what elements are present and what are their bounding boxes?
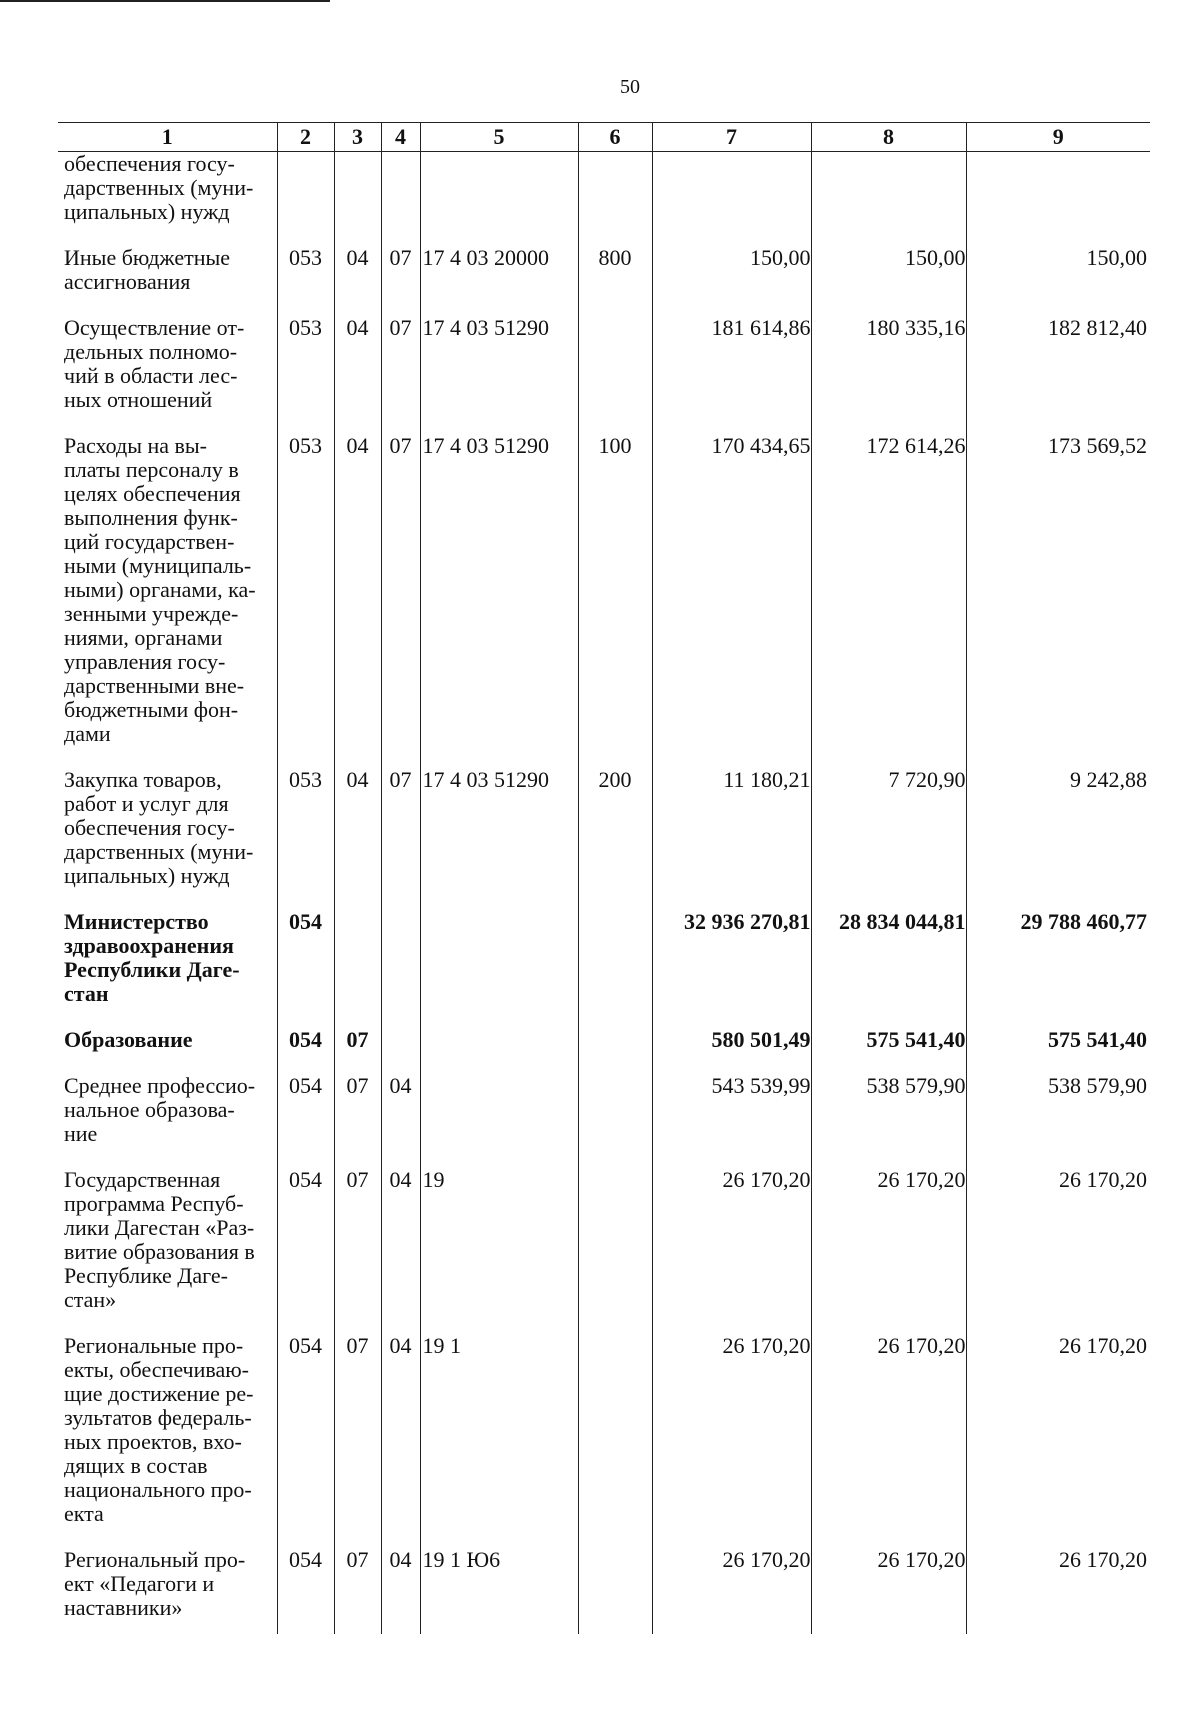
row-col-3 [334, 902, 381, 1020]
row-col-4 [381, 902, 420, 1020]
cell-value: 181 614,86 [711, 315, 811, 340]
row-col-8 [811, 902, 966, 1020]
row-col-2 [277, 1160, 334, 1326]
row-col-7 [652, 308, 811, 426]
cell-value: 200 [598, 767, 632, 792]
row-col-6 [578, 238, 652, 308]
row-col-8 [811, 152, 966, 239]
cell-value: 26 170,20 [877, 1167, 966, 1192]
row-name [58, 1066, 277, 1160]
row-name [58, 1326, 277, 1540]
row-col-9 [966, 1066, 1150, 1160]
cell-value: 17 4 03 51290 [422, 315, 549, 340]
cell-value: 538 579,90 [866, 1073, 966, 1098]
row-col-6 [578, 1540, 652, 1634]
row-col-5 [420, 760, 578, 902]
row-description: Государственная программа Респуб- лики Дагестан «Раз- витие образования в Республике Даге- стан» [64, 1167, 255, 1312]
cell-value: 28 834 044,81 [839, 909, 966, 934]
header-col-4: 4 [381, 123, 420, 152]
table-row [58, 1540, 1150, 1634]
row-description: Среднее профессио- нальное образова- ние [64, 1073, 256, 1146]
row-col-5 [420, 238, 578, 308]
table-row [58, 426, 1150, 760]
row-col-2 [277, 1540, 334, 1634]
cell-value: 7 720,90 [888, 767, 966, 792]
row-col-5 [420, 1160, 578, 1326]
row-col-9 [966, 1160, 1150, 1326]
cell-value: 26 170,20 [877, 1547, 966, 1572]
row-description: Образование [64, 1027, 193, 1052]
row-col-6 [578, 152, 652, 239]
row-col-9 [966, 1540, 1150, 1634]
row-col-4 [381, 1160, 420, 1326]
row-col-8 [811, 308, 966, 426]
row-col-3 [334, 238, 381, 308]
row-col-3 [334, 308, 381, 426]
cell-value: 26 170,20 [722, 1333, 811, 1358]
row-col-4 [381, 1540, 420, 1634]
row-col-9 [966, 238, 1150, 308]
cell-value: 04 [389, 1073, 412, 1098]
row-description: Осуществление от- дельных полномо- чий в области лес- ных отношений [64, 315, 245, 412]
row-col-7 [652, 1326, 811, 1540]
cell-value: 054 [289, 1333, 322, 1358]
cell-value: 26 170,20 [1059, 1547, 1147, 1572]
row-description: Региональные про- екты, обеспечиваю- щие достижение ре- зультатов федераль- ных проектов, вхо- дящих в состав национального про- екта [64, 1333, 254, 1526]
cell-value: 04 [389, 1333, 412, 1358]
row-col-7 [652, 152, 811, 239]
header-col-9: 9 [966, 123, 1150, 152]
row-col-9 [966, 1020, 1150, 1066]
top-rule [0, 0, 330, 2]
row-col-7 [652, 902, 811, 1020]
row-col-5 [420, 1326, 578, 1540]
cell-value: 04 [346, 767, 369, 792]
row-col-4 [381, 760, 420, 902]
row-col-8 [811, 1020, 966, 1066]
cell-value: 150,00 [750, 245, 811, 270]
cell-value: 172 614,26 [866, 433, 966, 458]
row-name [58, 308, 277, 426]
cell-value: 054 [289, 1167, 322, 1192]
row-name [58, 426, 277, 760]
cell-value: 07 [389, 315, 412, 340]
row-col-3 [334, 1066, 381, 1160]
row-col-4 [381, 1066, 420, 1160]
row-col-2 [277, 426, 334, 760]
cell-value: 180 335,16 [866, 315, 966, 340]
row-col-2 [277, 1020, 334, 1066]
row-col-9 [966, 1326, 1150, 1540]
row-col-6 [578, 1066, 652, 1160]
cell-value: 26 170,20 [1059, 1167, 1147, 1192]
cell-value: 11 180,21 [723, 767, 811, 792]
row-description: Региональный про- ект «Педагоги и наставники» [64, 1547, 246, 1620]
cell-value: 173 569,52 [1048, 433, 1147, 458]
row-col-6 [578, 1160, 652, 1326]
cell-value: 150,00 [905, 245, 966, 270]
cell-value: 07 [389, 767, 412, 792]
row-name [58, 238, 277, 308]
row-col-7 [652, 238, 811, 308]
row-col-9 [966, 902, 1150, 1020]
table-row [58, 238, 1150, 308]
cell-value: 054 [289, 1073, 322, 1098]
cell-value: 053 [289, 315, 322, 340]
cell-value: 053 [289, 245, 322, 270]
row-description: Министерство здравоохранения Республики Даге- стан [64, 909, 240, 1006]
row-col-5 [420, 1066, 578, 1160]
row-col-6 [578, 1326, 652, 1540]
row-col-2 [277, 1066, 334, 1160]
row-col-9 [966, 426, 1150, 760]
row-col-4 [381, 152, 420, 239]
table-row [58, 308, 1150, 426]
header-col-6: 6 [578, 123, 652, 152]
table-row [58, 152, 1150, 239]
cell-value: 053 [289, 433, 322, 458]
row-description: Закупка товаров, работ и услуг для обеспечения госу- дарственных (муни- ципальных) нужд [64, 767, 254, 888]
row-col-2 [277, 902, 334, 1020]
cell-value: 19 1 Ю6 [422, 1547, 501, 1572]
row-col-8 [811, 1066, 966, 1160]
cell-value: 26 170,20 [877, 1333, 966, 1358]
row-col-7 [652, 1066, 811, 1160]
cell-value: 07 [346, 1167, 369, 1192]
row-name [58, 902, 277, 1020]
cell-value: 19 [422, 1167, 445, 1192]
row-col-2 [277, 152, 334, 239]
cell-value: 07 [389, 433, 412, 458]
cell-value: 800 [598, 245, 632, 270]
row-col-5 [420, 308, 578, 426]
table-row [58, 760, 1150, 902]
cell-value: 04 [389, 1547, 412, 1572]
cell-value: 538 579,90 [1048, 1073, 1147, 1098]
row-col-3 [334, 426, 381, 760]
cell-value: 182 812,40 [1048, 315, 1147, 340]
row-name [58, 1160, 277, 1326]
row-col-3 [334, 152, 381, 239]
row-col-8 [811, 760, 966, 902]
row-col-4 [381, 426, 420, 760]
row-col-5 [420, 426, 578, 760]
table-row [58, 1326, 1150, 1540]
cell-value: 054 [289, 909, 322, 934]
header-row [58, 123, 1150, 152]
table-row [58, 1020, 1150, 1066]
cell-value: 26 170,20 [722, 1547, 811, 1572]
row-col-5 [420, 152, 578, 239]
cell-value: 07 [346, 1333, 369, 1358]
cell-value: 575 541,40 [1048, 1027, 1147, 1052]
cell-value: 04 [346, 245, 369, 270]
row-description: Расходы на вы- платы персоналу в целях обеспечения выполнения функ- ций государствен- ными (муниципаль- ными) органами, ка- зенными учрежде- ниями, органами управления госу- дарственными вне- бюджетными фон- дами [64, 433, 256, 746]
header-col-8: 8 [811, 123, 966, 152]
row-col-4 [381, 1020, 420, 1066]
cell-value: 575 541,40 [866, 1027, 966, 1052]
cell-value: 543 539,99 [711, 1073, 811, 1098]
cell-value: 07 [346, 1073, 369, 1098]
row-col-8 [811, 1326, 966, 1540]
row-col-3 [334, 1020, 381, 1066]
row-col-6 [578, 902, 652, 1020]
row-col-6 [578, 308, 652, 426]
cell-value: 17 4 03 51290 [422, 433, 549, 458]
cell-value: 053 [289, 767, 322, 792]
header-col-5: 5 [420, 123, 578, 152]
row-col-6 [578, 760, 652, 902]
row-col-6 [578, 1020, 652, 1066]
row-name [58, 760, 277, 902]
row-col-2 [277, 1326, 334, 1540]
cell-value: 32 936 270,81 [684, 909, 811, 934]
row-col-9 [966, 760, 1150, 902]
row-col-3 [334, 1326, 381, 1540]
row-col-6 [578, 426, 652, 760]
table-row [58, 1066, 1150, 1160]
row-col-3 [334, 760, 381, 902]
cell-value: 19 1 [422, 1333, 461, 1358]
cell-value: 17 4 03 20000 [422, 245, 549, 270]
row-col-9 [966, 308, 1150, 426]
cell-value: 170 434,65 [711, 433, 811, 458]
header-col-7: 7 [652, 123, 811, 152]
header-col-1: 1 [58, 123, 277, 152]
cell-value: 054 [289, 1027, 322, 1052]
row-col-3 [334, 1540, 381, 1634]
row-col-4 [381, 308, 420, 426]
row-col-7 [652, 426, 811, 760]
table-body [58, 152, 1150, 1635]
table-row [58, 1160, 1150, 1326]
row-col-8 [811, 238, 966, 308]
cell-value: 17 4 03 51290 [422, 767, 549, 792]
row-name [58, 1020, 277, 1066]
page-number: 50 [620, 76, 640, 98]
row-name [58, 152, 277, 239]
row-col-8 [811, 1160, 966, 1326]
cell-value: 04 [346, 433, 369, 458]
row-col-7 [652, 1160, 811, 1326]
cell-value: 9 242,88 [1070, 767, 1147, 792]
cell-value: 580 501,49 [711, 1027, 811, 1052]
row-col-7 [652, 1020, 811, 1066]
header-col-3: 3 [334, 123, 381, 152]
cell-value: 29 788 460,77 [1020, 909, 1147, 934]
cell-value: 150,00 [1086, 245, 1147, 270]
cell-value: 04 [389, 1167, 412, 1192]
row-col-4 [381, 1326, 420, 1540]
cell-value: 07 [346, 1027, 369, 1052]
row-col-9 [966, 152, 1150, 239]
row-col-3 [334, 1160, 381, 1326]
cell-value: 054 [289, 1547, 322, 1572]
cell-value: 26 170,20 [1059, 1333, 1147, 1358]
cell-value: 26 170,20 [722, 1167, 811, 1192]
row-col-2 [277, 238, 334, 308]
cell-value: 07 [389, 245, 412, 270]
row-col-5 [420, 1540, 578, 1634]
budget-table [58, 122, 1150, 1634]
cell-value: 04 [346, 315, 369, 340]
row-col-7 [652, 760, 811, 902]
row-name [58, 1540, 277, 1634]
row-col-2 [277, 308, 334, 426]
cell-value: 07 [346, 1547, 369, 1572]
row-col-2 [277, 760, 334, 902]
row-description: обеспечения госу- дарственных (муни- ципальных) нужд [64, 151, 254, 224]
row-col-7 [652, 1540, 811, 1634]
row-col-5 [420, 902, 578, 1020]
row-col-8 [811, 1540, 966, 1634]
header-col-2: 2 [277, 123, 334, 152]
row-col-5 [420, 1020, 578, 1066]
row-description: Иные бюджетные ассигнования [64, 245, 231, 294]
row-col-8 [811, 426, 966, 760]
row-col-4 [381, 238, 420, 308]
cell-value: 100 [598, 433, 632, 458]
table-row [58, 902, 1150, 1020]
